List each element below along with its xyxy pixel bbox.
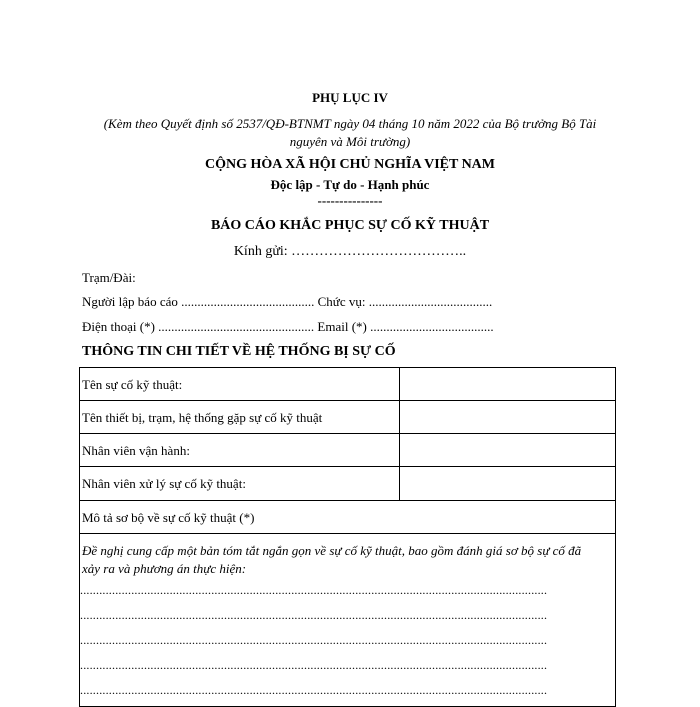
table-row-handler: Nhân viên xử lý sự cố kỹ thuật: bbox=[82, 476, 246, 491]
table-row-equipment-name: Tên thiết bị, trạm, hệ thống gặp sự cố kỹ thuật bbox=[82, 410, 323, 425]
appendix-title: PHỤ LỤC IV bbox=[312, 90, 388, 105]
fill-in-line: .................................................................................................................................................. bbox=[80, 658, 548, 672]
attached-decision-line-2: nguyên và Môi trường) bbox=[289, 134, 411, 149]
row-divider bbox=[80, 466, 615, 467]
recipient-line: Kính gửi: ……………………………….. bbox=[233, 244, 467, 259]
row-divider bbox=[80, 500, 615, 501]
table-row-description: Mô tả sơ bộ về sự cố kỹ thuật (*) bbox=[82, 510, 255, 525]
column-divider bbox=[399, 368, 400, 500]
fill-in-line: .................................................................................................................................................. bbox=[80, 583, 548, 597]
row-divider bbox=[80, 400, 615, 401]
motto-separator: --------------- bbox=[317, 193, 383, 208]
fill-in-line: .................................................................................................................................................. bbox=[80, 608, 548, 622]
request-text-line-1: Đề nghị cung cấp một bản tóm tắt ngắn gọn về sự cố kỹ thuật, bao gồm đánh giá sơ bộ sự cố đã bbox=[82, 543, 582, 558]
motto: Độc lập - Tự do - Hạnh phúc bbox=[270, 177, 430, 192]
row-divider bbox=[80, 533, 615, 534]
nation-title: CỘNG HÒA XÃ HỘI CHỦ NGHĨA VIỆT NAM bbox=[204, 157, 495, 172]
reporter-position-field: Người lập báo cáo ......................................... Chức vụ: ...................................... bbox=[82, 294, 493, 309]
request-text-line-2: xảy ra và phương án thực hiện: bbox=[82, 561, 247, 576]
attached-decision-line-1: (Kèm theo Quyết định số 2537/QĐ-BTNMT ngày 04 tháng 10 năm 2022 của Bộ trưởng Bộ Tài bbox=[103, 116, 597, 131]
station-field: Trạm/Đài: bbox=[82, 270, 136, 285]
table-row-operator: Nhân viên vận hành: bbox=[82, 443, 190, 458]
report-title: BÁO CÁO KHẮC PHỤC SỰ CỐ KỸ THUẬT bbox=[210, 218, 490, 233]
fill-in-line: .................................................................................................................................................. bbox=[80, 683, 548, 697]
phone-email-field: Điện thoại (*) ................................................ Email (*) ...................................... bbox=[82, 319, 494, 334]
table-row-incident-name: Tên sự cố kỹ thuật: bbox=[82, 377, 183, 392]
section-title: THÔNG TIN CHI TIẾT VỀ HỆ THỐNG BỊ SỰ CỐ bbox=[82, 344, 396, 359]
fill-in-line: .................................................................................................................................................. bbox=[80, 633, 548, 647]
incident-info-table bbox=[79, 367, 616, 707]
row-divider bbox=[80, 433, 615, 434]
